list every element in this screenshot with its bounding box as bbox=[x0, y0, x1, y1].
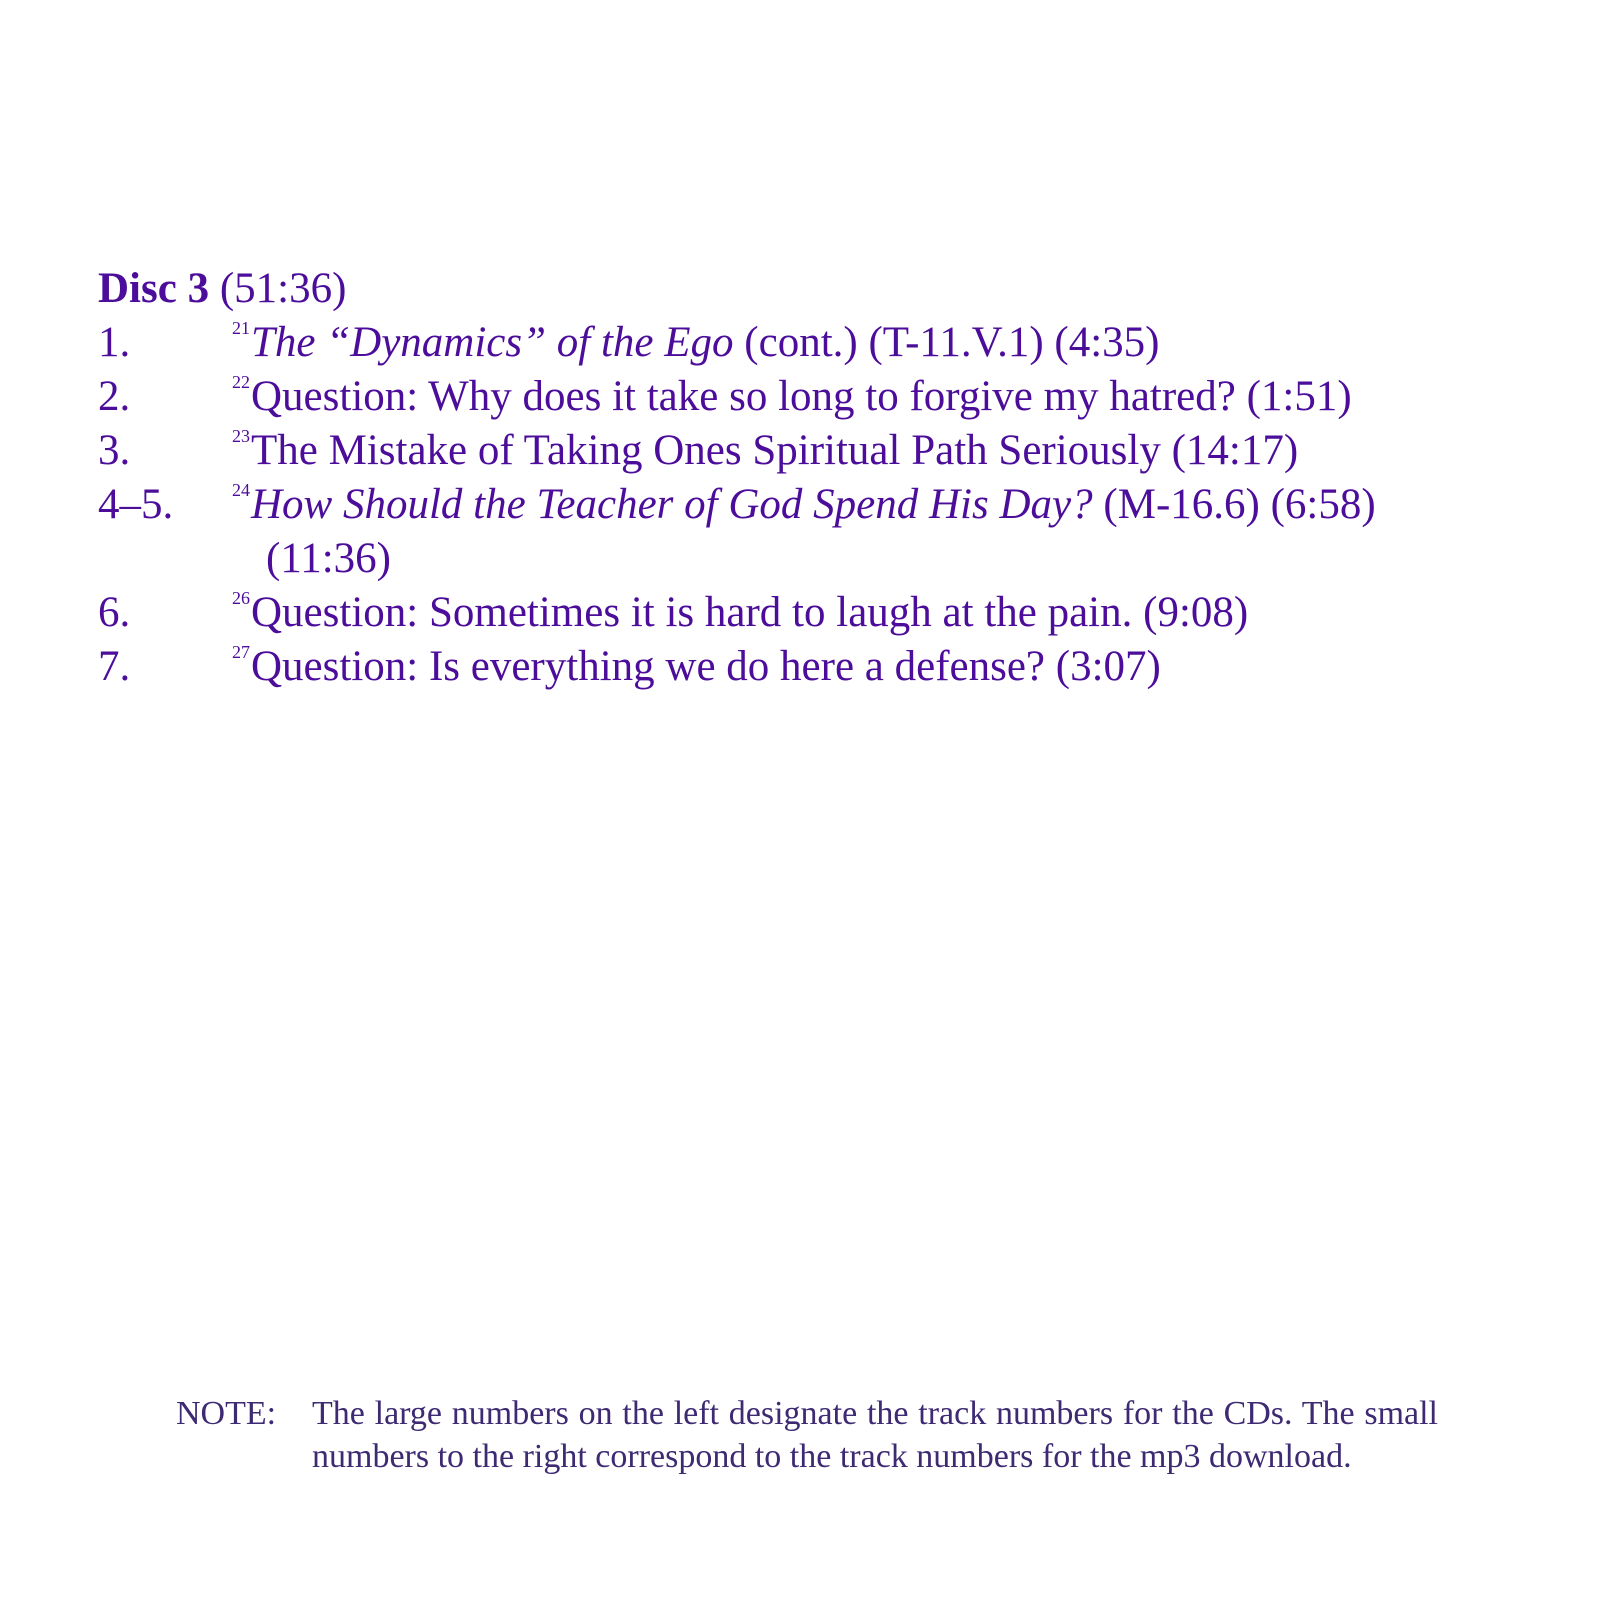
track-title-italic: How Should the Teacher of God Spend His Day? bbox=[251, 481, 1093, 528]
disc-duration: (51:36) bbox=[219, 265, 347, 312]
track-entry bbox=[232, 424, 1538, 478]
disc-track-list bbox=[98, 262, 1538, 694]
track-row bbox=[98, 586, 1538, 640]
track-entry bbox=[232, 478, 1538, 532]
footnote bbox=[176, 1392, 1438, 1478]
mp3-track-number: 26 bbox=[232, 588, 250, 608]
cd-track-number: 2. bbox=[98, 373, 131, 420]
track-details: (M-16.6) (6:58) bbox=[1092, 481, 1376, 528]
mp3-track-number: 24 bbox=[232, 480, 250, 500]
track-title-italic: The “Dynamics” of the Ego bbox=[251, 319, 734, 366]
track-row bbox=[98, 424, 1538, 478]
track-entry bbox=[232, 640, 1538, 694]
cd-track-number: 7. bbox=[98, 643, 131, 690]
track-details: Question: Sometimes it is hard to laugh at the pain. (9:08) bbox=[251, 589, 1249, 636]
mp3-track-number: 21 bbox=[232, 318, 250, 338]
track-row bbox=[98, 478, 1538, 586]
track-entry bbox=[232, 316, 1538, 370]
track-entry bbox=[232, 370, 1538, 424]
cd-track-number: 6. bbox=[98, 589, 131, 636]
mp3-track-number: 27 bbox=[232, 642, 250, 662]
cd-track-number: 4–5. bbox=[98, 481, 174, 528]
track-continuation: (11:36) bbox=[266, 535, 391, 582]
disc-heading bbox=[98, 262, 1538, 316]
cd-track-number: 1. bbox=[98, 319, 131, 366]
cd-track-number: 3. bbox=[98, 427, 131, 474]
track-details: Question: Is everything we do here a defense? (3:07) bbox=[251, 643, 1161, 690]
track-details: The Mistake of Taking Ones Spiritual Path Seriously (14:17) bbox=[251, 427, 1299, 474]
track-details: Question: Why does it take so long to forgive my hatred? (1:51) bbox=[251, 373, 1352, 420]
mp3-track-number: 22 bbox=[232, 372, 250, 392]
track-row bbox=[98, 640, 1538, 694]
mp3-track-number: 23 bbox=[232, 426, 250, 446]
track-row bbox=[98, 316, 1538, 370]
track-row bbox=[98, 370, 1538, 424]
disc-label: Disc 3 bbox=[98, 265, 210, 312]
track-entry bbox=[232, 586, 1538, 640]
note-text: The large numbers on the left designate the track numbers for the CDs. The small numbers to the right correspond to the track numbers for the mp3 download. bbox=[312, 1395, 1438, 1475]
track-details: (cont.) (T-11.V.1) (4:35) bbox=[733, 319, 1160, 366]
note-label: NOTE: bbox=[176, 1395, 277, 1432]
